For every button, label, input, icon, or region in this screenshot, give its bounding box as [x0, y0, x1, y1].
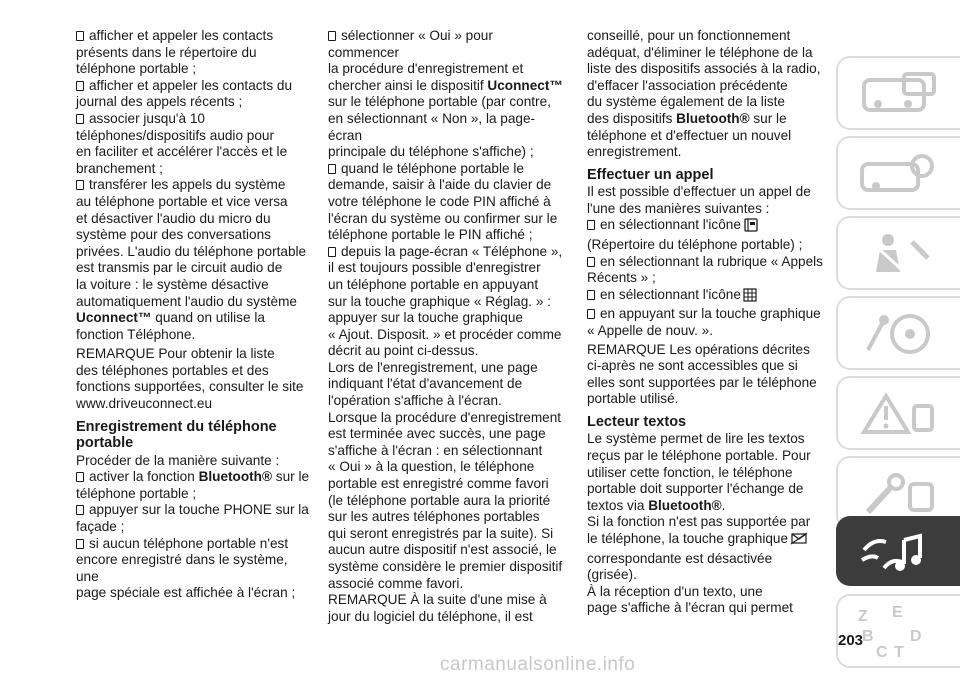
bullet-icon: [76, 472, 84, 482]
bullet-icon: [587, 220, 595, 230]
text-message-icon: [790, 531, 808, 551]
bullet-icon: [587, 290, 595, 300]
tab-controls[interactable]: [836, 136, 960, 210]
paragraph: Lors de l'enregistrement, une page indiquant l'état d'avancement de l'opération s'affiche à l'écran. Lorsque la procédure d'enregistrement est terminée avec succès, une page s'affiche à l'écran : en sélectionnant « Oui » à la question, le téléphone portable est enregistré comme favori (le téléphone portable aura la priorité sur les autres téléphones portables qui seront enregistrés par la suite). Si aucun autre dispositif n'est associé, le système considère le premier dispositif associé comme favori.: [328, 359, 563, 591]
paragraph: Si la fonction n'est pas supportée par le téléphone, la touche graphique correspondante est désactivée (grisée).: [587, 514, 811, 583]
bullet-icon: [587, 257, 595, 267]
bullet-icon: [76, 114, 84, 124]
paragraph: À la réception d'un texto, une page s'affiche à l'écran qui permet: [587, 583, 793, 616]
bullet-item: sélectionner « Oui » pour commencer la procédure d'enregistrement et chercher ainsi le dispositif Uconnect™ sur le téléphone portable (par contre, en sélectionnant « Non », la page-écran principale du téléphone s'affiche) ;: [328, 28, 563, 160]
section-heading-lecteur-textos: Lecteur textos: [587, 413, 687, 430]
bullet-item: quand le téléphone portable le demande, saisir à l'aide du clavier de votre téléphone le code PIN affiché à l'écran du système ou confirmer sur le téléphone portable le PIN affiché ;: [328, 160, 558, 243]
bullet-icon: [587, 309, 595, 319]
bullet-item: en sélectionnant la rubrique « Appels Récents » ;: [587, 253, 823, 286]
remark-paragraph: REMARQUE Pour obtenir la liste des téléphones portables et des fonctions supportées, consulter le site www.driveuconnect.eu: [76, 346, 304, 412]
bullet-icon: [328, 31, 336, 41]
remark-paragraph: REMARQUE À la suite d'une mise à jour du logiciel du téléphone, il est: [328, 592, 547, 624]
index-letters: Z E B C D T: [858, 604, 922, 661]
bullet-item: associer jusqu'à 10 téléphones/dispositifs audio pour en faciliter et accélérer l'accès et le branchement ;: [76, 110, 288, 176]
bullet-item: en appuyant sur la touche graphique « Appelle de nouv. ».: [587, 306, 821, 338]
tab-car-dashboard[interactable]: [836, 56, 960, 130]
paragraph: Procéder de la manière suivante :: [76, 452, 280, 468]
text-column-1: [76, 28, 314, 602]
tab-driving[interactable]: [836, 296, 960, 370]
paragraph: conseillé, pour un fonctionnement adéquat, d'éliminer le téléphone de la liste des dispositifs associés à la radio, d'effacer l'association précédente du système également de la liste des dispositifs Bluetooth® sur le téléphone et d'effectuer un nouvel enregistrement.: [587, 28, 821, 160]
text-column-2: [328, 28, 566, 625]
bullet-item: afficher et appeler les contacts du journal des appels récents ;: [76, 77, 293, 110]
bullet-item: depuis la page-écran « Téléphone », il est toujours possible d'enregistrer un téléphone portable en appuyant sur la touche graphique « Réglag. » : appuyer sur la touche graphique « Ajout. Disposit. » et procéder comme décrit au point ci-dessus.: [328, 243, 563, 359]
bullet-icon: [76, 81, 84, 91]
tab-safety[interactable]: [836, 216, 960, 290]
bullet-item: en sélectionnant l'icône: [587, 287, 825, 307]
bullet-icon: [76, 505, 84, 515]
bullet-item: afficher et appeler les contacts présents dans le répertoire du téléphone portable ;: [76, 28, 274, 77]
bullet-icon: [76, 539, 84, 549]
paragraph: Le système permet de lire les textos reçus par le téléphone portable. Pour utiliser cette fonction, le téléphone portable doit supporter l'échange de textos via Bluetooth®.: [587, 431, 811, 513]
page-number: 203: [838, 632, 864, 649]
bullet-icon: [328, 247, 336, 257]
watermark: carmanualsonline.info: [440, 654, 636, 675]
bullet-item: activer la fonction Bluetooth® sur le téléphone portable ;: [76, 469, 310, 501]
bullet-icon: [328, 164, 336, 174]
bullet-icon: [76, 180, 84, 190]
paragraph: Il est possible d'effectuer un appel de l'une des manières suivantes :: [587, 184, 811, 216]
tab-multimedia[interactable]: [836, 516, 960, 586]
text-column-3: [587, 28, 825, 617]
bullet-item: si aucun téléphone portable n'est encore enregistré dans le système, une page spéciale est affichée à l'écran ;: [76, 535, 296, 601]
bullet-icon: [76, 31, 84, 41]
tab-index[interactable]: [836, 594, 960, 668]
section-heading-effectuer-appel: Effectuer un appel: [587, 166, 714, 183]
bullet-item: transférer les appels du système au téléphone portable et vice versa et désactiver l'audio du micro du système pour des conversations privées. L'audio du téléphone portable est transmis par le circuit audio de la voiture : le système désactive automatiquement l'audio du système Uconnect™ quand on utilise la fonction Téléphone.: [76, 177, 307, 342]
tab-emergency[interactable]: [836, 376, 960, 450]
bullet-item: en sélectionnant l'icône (Répertoire du téléphone portable) ;: [587, 217, 803, 253]
remark-paragraph: REMARQUE Les opérations décrites ci-après ne sont accessibles que si elles sont supportées par le téléphone portable utilisé.: [587, 341, 817, 407]
phonebook-icon: [743, 218, 759, 237]
bullet-item: appuyer sur la touche PHONE sur la façade ;: [76, 502, 309, 535]
keypad-icon: [743, 288, 757, 307]
section-heading-enregistrement: Enregistrement du téléphone portable: [76, 418, 277, 452]
